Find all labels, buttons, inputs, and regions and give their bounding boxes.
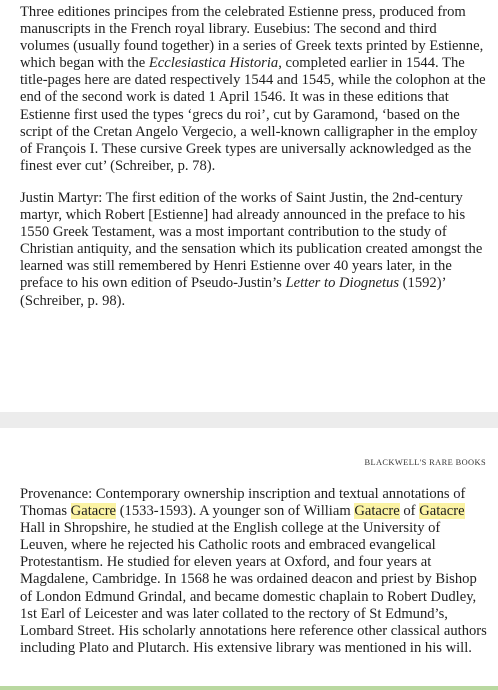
text-segment: , completed earlier in 1544. The title-pages here are dated respectively 1544 and 1545, while the colophon at the end of the second work is dated 1 April 1546. It was in these editions that Estienne first used the types ‘grecs du roi’, cut by Garamond, ‘based on the script of the Cretan Angelo Vergecio, a well-known calligrapher in the employ of François I. These cursive Greek types are universally acknowledged as the finest ever cut’ (Schreiber, p. 78). bbox=[20, 55, 486, 174]
page-separator bbox=[0, 412, 498, 428]
paragraph-eusebius bbox=[20, 4, 486, 175]
text-segment: of bbox=[399, 503, 420, 520]
search-highlight: Gatacre bbox=[354, 503, 400, 520]
text-segment: (1592)’ (Schreiber, p. 98). bbox=[20, 275, 446, 309]
search-highlight: Gatacre bbox=[70, 503, 117, 520]
text-segment: Justin Martyr: The first edition of the works of Saint Justin, the 2nd-century martyr, which Robert [Estienne] had already announced in the preface to his 1550 Greek Testament, was a most important contribution to the study of Christian antiquity, and the sensation which its publication created amongst the learned was still remembered by Henri Estienne over 40 years later, in the preface to his own edition of Pseudo-Justin’s bbox=[20, 190, 483, 292]
bottom-divider bbox=[0, 686, 498, 690]
paragraph-justin-martyr bbox=[20, 190, 486, 310]
book-title: Letter to Diognetus bbox=[285, 275, 400, 292]
text-segment: Provenance: Contemporary ownership inscription and textual annotations of Thomas bbox=[20, 486, 466, 520]
document-page-bottom bbox=[0, 428, 498, 690]
book-title: Ecclesiastica Historia bbox=[148, 55, 279, 72]
running-header: BLACKWELL'S RARE BOOKS bbox=[364, 458, 486, 467]
text-segment: (1533-1593). A younger son of William bbox=[116, 503, 355, 520]
text-segment: Three editiones principes from the celebrated Estienne press, produced from manuscripts in the French royal library. Eusebius: The second and third volumes (usually found together) in a series of Greek texts printed by Estienne, which began with the bbox=[20, 4, 484, 72]
search-highlight: Gatacre bbox=[419, 503, 465, 520]
paragraph-provenance bbox=[20, 486, 488, 657]
text-segment: Hall in Shropshire, he studied at the English college at the University of Leuven, where he rejected his Catholic roots and embraced evangelical Protestantism. He studied for eleven years at Oxford, and four years at Magdalene, Cambridge. In 1568 he was ordained deacon and priest by Bishop of London Edmund Grindal, and became domestic chaplain to Robert Dudley, 1st Earl of Leicester and was later collated to the rectory of St Edmund’s, Lombard Street. His scholarly annotations here reference other classical authors including Plato and Plutarch. His extensive library was mentioned in his will. bbox=[20, 520, 487, 656]
